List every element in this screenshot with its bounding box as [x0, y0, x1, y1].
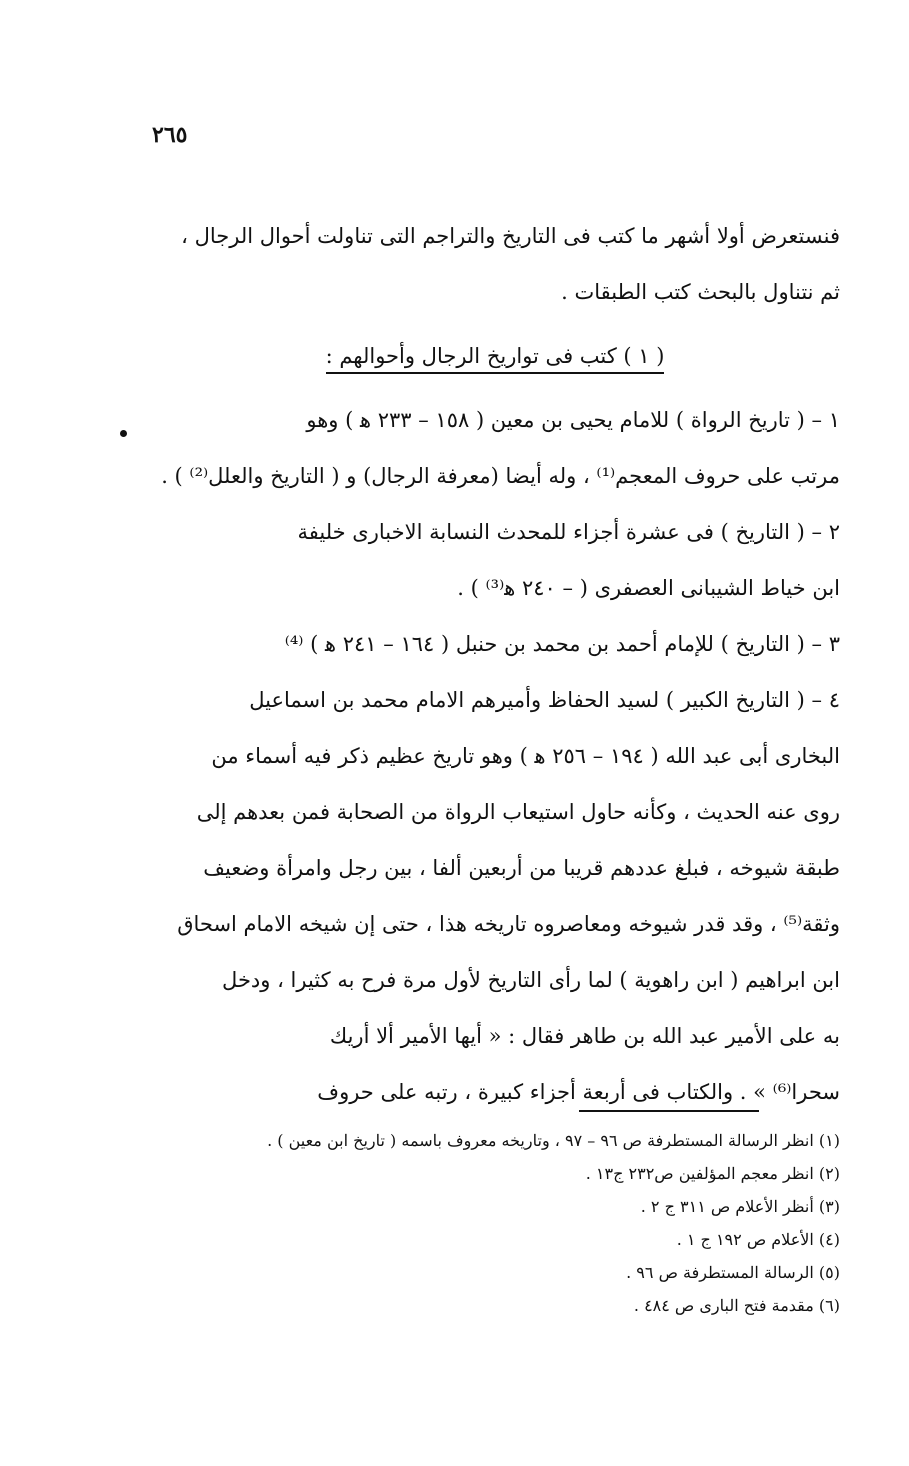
text-line: وثقة⁽⁵⁾ ، وقد قدر شيوخه ومعاصروه تاريخه هذا ، حتى إن شيخه الامام اسحاق [177, 912, 840, 936]
intro-paragraph [150, 208, 840, 320]
text-line: ٤ – ( التاريخ الكبير ) لسيد الحفاظ وأميرهم الامام محمد بن اسماعيل [249, 688, 840, 712]
text-line: ابن خياط الشيبانى العصفرى ( – ٢٤٠ ﻫ⁽³⁾ ) . [457, 576, 840, 600]
page-number: ٢٦٥ [152, 122, 188, 148]
footnotes [150, 1124, 840, 1322]
entry-3 [150, 616, 840, 672]
entry-2 [150, 504, 840, 616]
text-line: ٣ – ( التاريخ ) للإمام أحمد بن محمد بن حنبل ( ١٦٤ – ٢٤١ ﻫ ) ⁽⁴⁾ [284, 632, 840, 656]
footnote: (٦) مقدمة فتح البارى ص ٤٨٤ . [633, 1296, 840, 1315]
text-line: مرتب على حروف المعجم⁽¹⁾ ، وله أيضا (معرفة الرجال) و ( التاريخ والعلل⁽²⁾ ) . [161, 464, 840, 488]
footnote: (٢) انظر معجم المؤلفين ص٢٣٢ ج١٣ . [585, 1164, 840, 1183]
section-heading-text: ( ١ ) كتب فى تواريخ الرجال وأحوالهم : [326, 344, 665, 374]
text-line: البخارى أبى عبد الله ( ١٩٤ – ٢٥٦ ﻫ ) وهو تاريخ عظيم ذكر فيه أسماء من [211, 744, 840, 768]
footnote: (٣) أنظر الأعلام ص ٣١١ ج ٢ . [640, 1197, 840, 1216]
text-line: ثم نتناول بالبحث كتب الطبقات . [561, 280, 840, 304]
footnote: (٤) الأعلام ص ١٩٢ ج ١ . [676, 1230, 840, 1249]
entry-4 [150, 672, 840, 1120]
text-line: سحرا⁽⁶⁾ » . والكتاب فى أربعة أجزاء كبيرة ، رتبه على حروف [317, 1080, 840, 1104]
section-heading [150, 328, 840, 384]
text-line: ٢ – ( التاريخ ) فى عشرة أجزاء للمحدث النسابة الاخبارى خليفة [297, 520, 840, 544]
text-line: روى عنه الحديث ، وكأنه حاول استيعاب الرواة من الصحابة فمن بعدهم إلى [196, 800, 840, 824]
footnote: (٥) الرسالة المستطرفة ص ٩٦ . [626, 1263, 840, 1282]
text-line: به على الأمير عبد الله بن طاهر فقال : « أيها الأمير ألا أريك [329, 1024, 840, 1048]
text-line: ابن ابراهيم ( ابن راهوية ) لما رأى التاريخ لأول مرة فرح به كثيرا ، ودخل [222, 968, 840, 992]
footnote-divider [579, 1110, 759, 1112]
text-line: فنستعرض أولا أشهر ما كتب فى التاريخ والتراجم التى تناولت أحوال الرجال ، [181, 224, 840, 248]
footnote: (١) انظر الرسالة المستطرفة ص ٩٦ – ٩٧ ، وتاريخه معروف باسمه ( تاريخ ابن معين ) . [267, 1131, 840, 1150]
text-line: ١ – ( تاريخ الرواة ) للامام يحيى بن معين ( ١٥٨ – ٢٣٣ ﻫ ) وهو [306, 408, 840, 432]
entry-1 [150, 392, 840, 504]
margin-dot [120, 430, 127, 437]
text-line: طبقة شيوخه ، فبلغ عددهم قريبا من أربعين ألفا ، بين رجل وامرأة وضعيف [203, 856, 840, 880]
main-text [150, 208, 840, 1120]
